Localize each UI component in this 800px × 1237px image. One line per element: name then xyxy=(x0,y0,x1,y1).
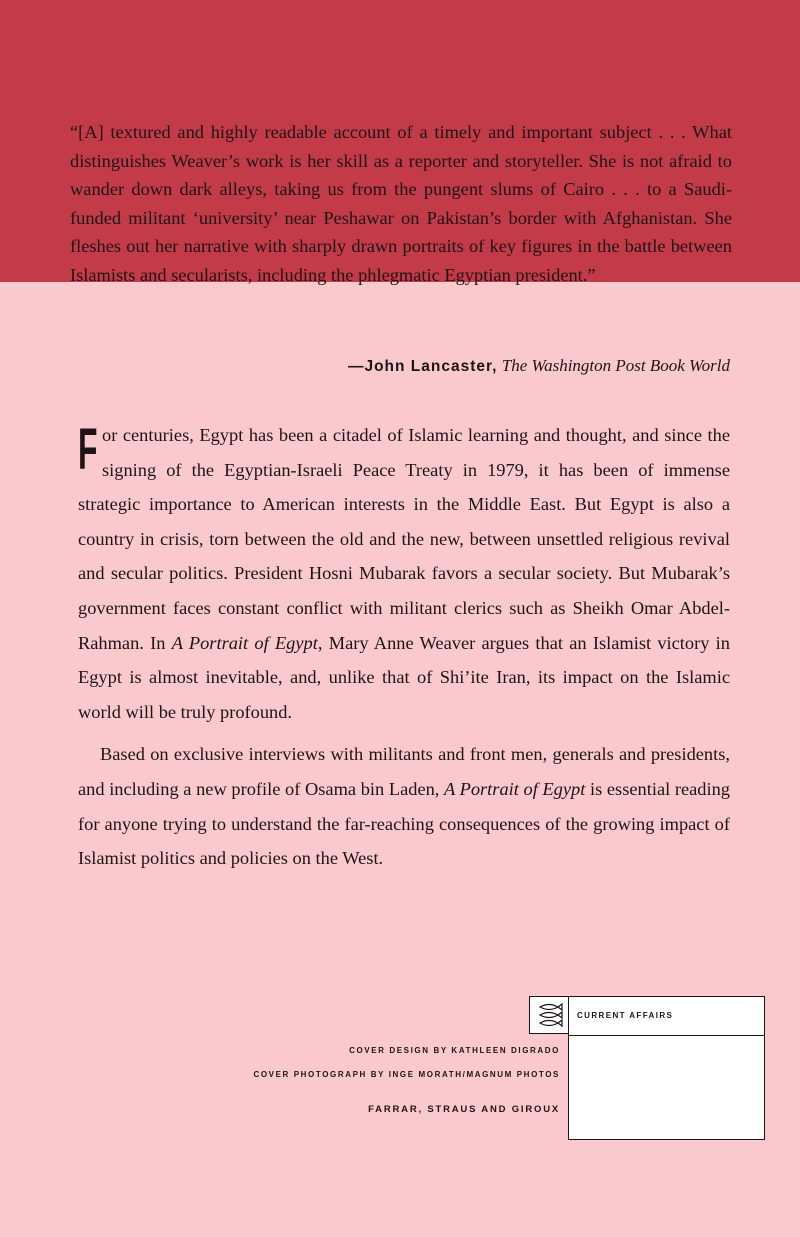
publisher-fish-logo-icon xyxy=(529,996,569,1034)
cover-design-credit: COVER DESIGN BY KATHLEEN DIGRADO xyxy=(349,1046,560,1055)
category-header xyxy=(569,997,764,1036)
reviewer-name: —John Lancaster, xyxy=(347,358,498,375)
description-paragraph-1: For centuries, Egypt has been a citadel of Islamic learning and thought, and since the signing of the Egyptian-Israeli Peace Treaty in 1979, it has been of immense strategic importance to American interests in the Middle East. But Egypt is also a country in crisis, torn between the old and the new, between unsettled religious revival and secular politics. President Hosni Mubarak favors a secular society. But Mubarak’s government faces constant conflict with militant clerics such as Sheikh Omar Abdel-Rahman. In A Portrait of Egypt, Mary Anne Weaver argues that an Islamist victory in Egypt is almost inevitable, and, unlike that of Shi’ite Iran, its impact on the Islamic world will be truly profound. xyxy=(78,417,730,722)
book-title: A Portrait of Egypt xyxy=(444,778,586,799)
book-description xyxy=(78,418,730,876)
quote-attribution xyxy=(348,356,730,376)
description-paragraph-2: Based on exclusive interviews with militants and front men, generals and presidents, and including a new profile of Osama bin Laden, A Portrait of Egypt is essential reading for anyone trying to understand the far-reaching consequences of the growing impact of Islamist politics and policies on the West. xyxy=(78,744,730,869)
category-label: CURRENT AFFAIRS xyxy=(577,1011,674,1020)
book-title: A Portrait of Egypt xyxy=(171,632,318,653)
drop-cap: F xyxy=(78,417,98,482)
cover-photo-credit: COVER PHOTOGRAPH BY INGE MORATH/MAGNUM PHOTOS xyxy=(253,1070,560,1079)
review-quote: “[A] textured and highly readable account of a timely and important subject . . . What distinguishes Weaver’s work is her skill as a reporter and storyteller. She is not afraid to wander down dark alleys, taking us from the pungent slums of Cairo . . . to a Saudi-funded militant ‘university’ near Peshawar on Pakistan’s border with Afghanistan. She fleshes out her narrative with sharply drawn portraits of key figures in the battle between Islamists and secularists, including the phlegmatic Egyptian president.” xyxy=(70,122,732,285)
publisher-name: FARRAR, STRAUS AND GIROUX xyxy=(368,1104,560,1115)
barcode-box xyxy=(568,996,765,1140)
reviewer-publication: The Washington Post Book World xyxy=(501,356,730,375)
